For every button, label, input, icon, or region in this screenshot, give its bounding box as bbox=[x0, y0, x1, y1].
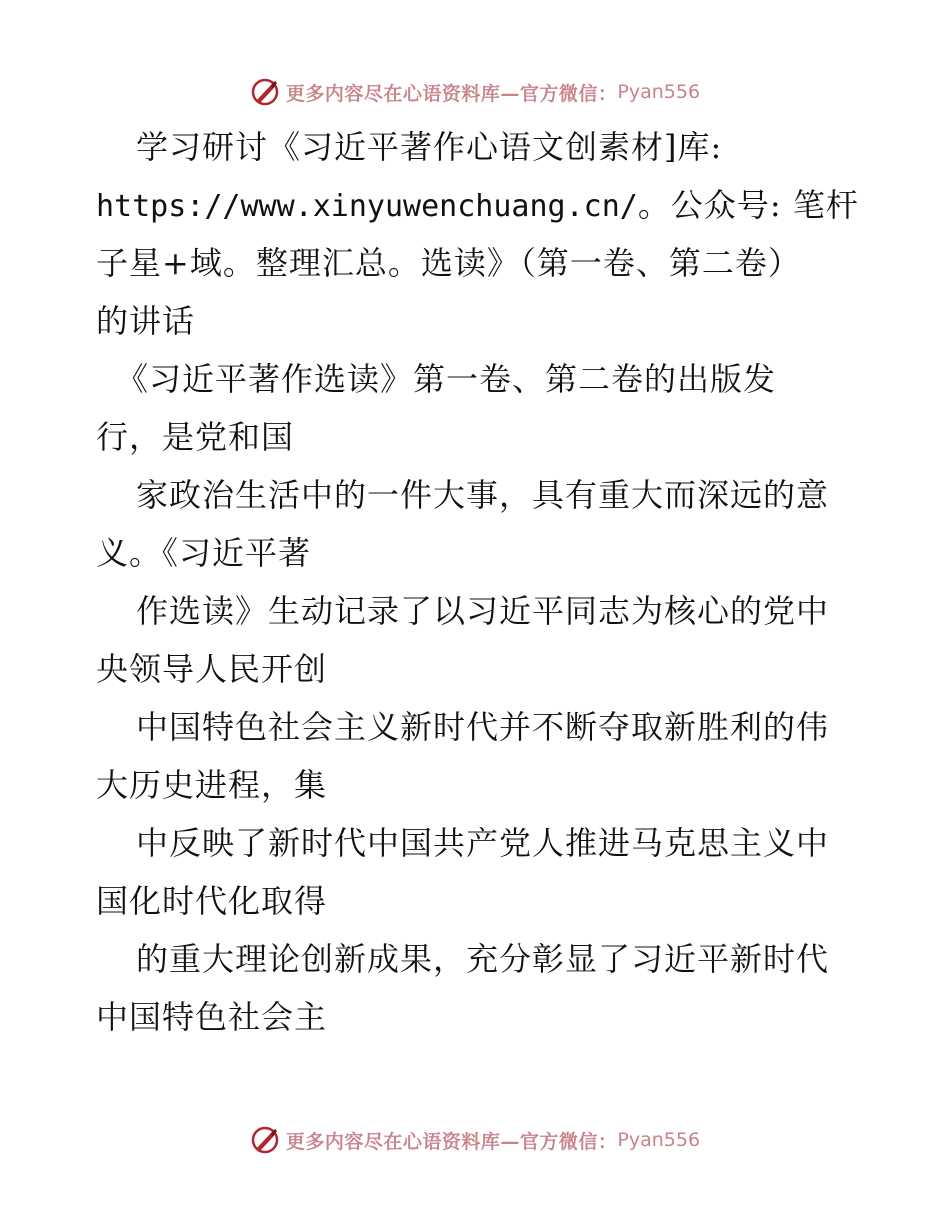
text-line bbox=[96, 176, 896, 234]
banner-text: 更多内容尽在心语资料库—官方微信： bbox=[285, 1130, 618, 1153]
wechat-id: Pyan556 bbox=[617, 81, 701, 103]
text-line: 中国特色社会主义新时代并不断夺取新胜利的伟 bbox=[136, 708, 830, 746]
url-text: https://www.xinyuwenchuang.cn/ bbox=[96, 189, 638, 224]
text-line: 家政治生活中的一件大事，具有重大而深远的意 bbox=[136, 476, 830, 514]
text-line: 《习近平著作选读》第一卷、第二卷的出版发 bbox=[116, 360, 777, 398]
text-line: 国化时代化取得 bbox=[96, 882, 328, 920]
text-line: 子星+域。整理汇总。选读》（第一卷、第二卷） bbox=[96, 244, 801, 282]
banner-text: 更多内容尽在心语资料库—官方微信： bbox=[285, 82, 618, 105]
pen-logo-icon bbox=[250, 1125, 280, 1155]
text-line: 大历史进程，集 bbox=[96, 766, 328, 804]
text-line: 中反映了新时代中国共产党人推进马克思主义中 bbox=[136, 824, 830, 862]
text-line: 的重大理论创新成果，充分彰显了习近平新时代 bbox=[136, 940, 830, 978]
pen-logo-icon bbox=[250, 77, 280, 107]
text-line: 行，是党和国 bbox=[96, 418, 295, 456]
text-fragment: 。公众号: 笔杆 bbox=[637, 186, 859, 224]
footer-banner bbox=[0, 1120, 950, 1160]
header-banner bbox=[0, 72, 950, 112]
text-line: 央领导人民开创 bbox=[96, 650, 328, 688]
document-body bbox=[96, 118, 896, 1046]
wechat-id: Pyan556 bbox=[617, 1129, 701, 1151]
text-line: 作选读》生动记录了以习近平同志为核心的党中 bbox=[136, 592, 830, 630]
text-line: 的讲话 bbox=[96, 302, 196, 340]
text-line: 中国特色社会主 bbox=[96, 998, 328, 1036]
text-line: 义。《习近平著 bbox=[96, 534, 312, 572]
text-line: 学习研讨《习近平著作心语文创素材]库: bbox=[136, 128, 723, 166]
